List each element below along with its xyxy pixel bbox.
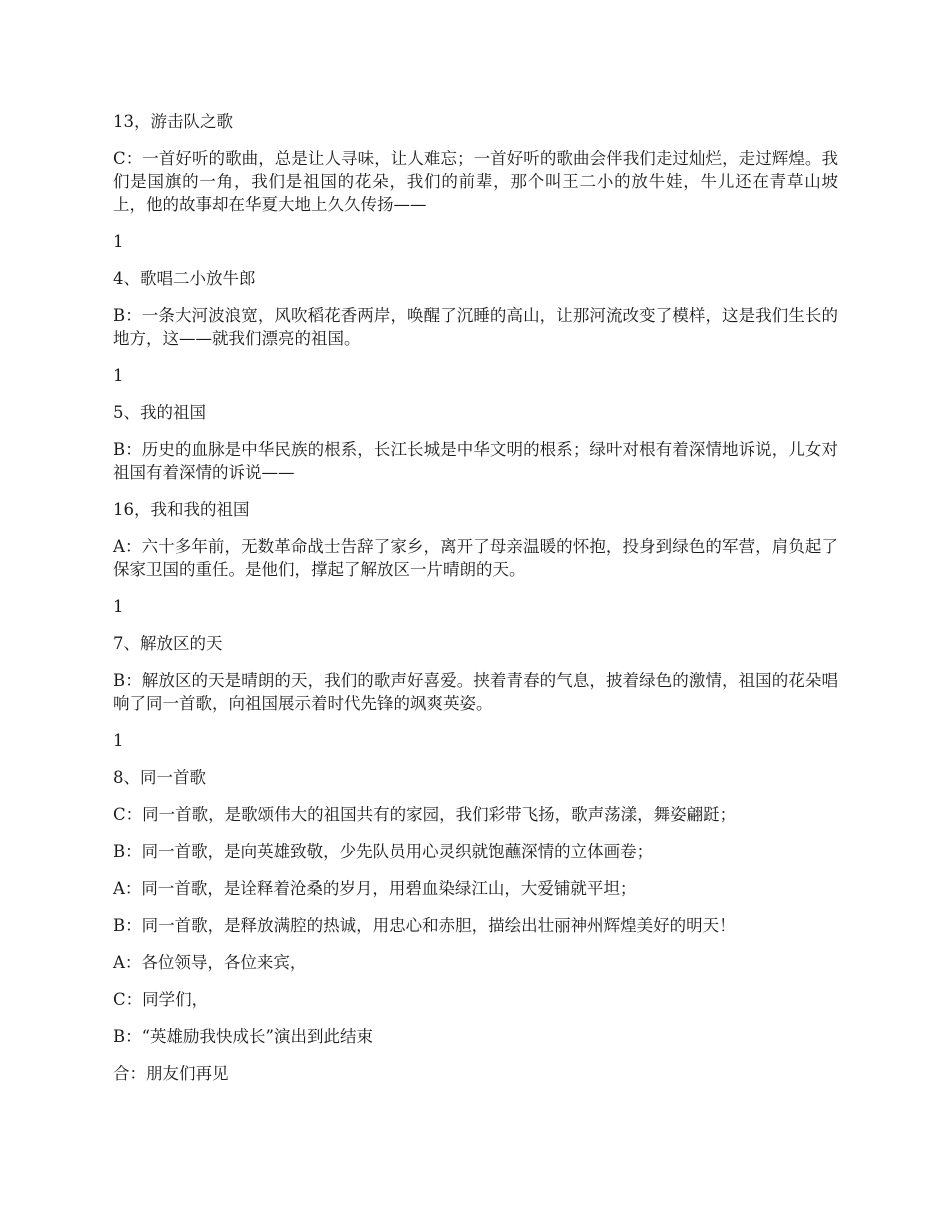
program-item-title: 8、同一首歌 [113, 768, 206, 787]
narration-paragraph: A：六十多年前，无数革命战士告辞了家乡，离开了母亲温暖的怀抱，投身到绿色的军营，肩负起了保家卫国的重任。是他们，撑起了解放区一片晴朗的天。 [113, 537, 838, 579]
program-item-title: 7、解放区的天 [113, 634, 223, 653]
narration-line: A：同一首歌，是诠释着沧桑的岁月，用碧血染绿江山，大爱铺就平坦； [113, 879, 637, 898]
closing-line: C：同学们， [113, 990, 209, 1009]
program-item-title: 4、歌唱二小放牛郎 [113, 269, 256, 288]
narration-line: B：同一首歌，是释放满腔的热诚，用忠心和赤胆，描绘出壮丽神州辉煌美好的明天！ [113, 916, 736, 935]
narration-paragraph: B：解放区的天是晴朗的天，我们的歌声好喜爱。挟着青春的气息，披着绿色的激情，祖国的花朵唱响了同一首歌，向祖国展示着时代先锋的飒爽英姿。 [113, 671, 838, 713]
page-number-fragment: 1 [113, 597, 124, 616]
page-number-fragment: 1 [113, 731, 124, 750]
closing-line: 合：朋友们再见 [113, 1064, 229, 1083]
narration-paragraph: C：一首好听的歌曲，总是让人寻味，让人难忘；一首好听的歌曲会伴我们走过灿烂，走过辉煌。我们是国旗的一角，我们是祖国的花朵，我们的前辈，那个叫王二小的放牛娃，牛儿还在青草山坡上，他的故事却在华夏大地上久久传扬—— [113, 149, 838, 214]
page-number-fragment: 1 [113, 232, 124, 251]
program-item-title: 16，我和我的祖国 [113, 500, 250, 519]
page-number-fragment: 1 [113, 366, 124, 385]
document-body [113, 110, 838, 1099]
narration-paragraph: B：历史的血脉是中华民族的根系，长江长城是中华文明的根系；绿叶对根有着深情地诉说，儿女对祖国有着深情的诉说—— [113, 440, 838, 482]
closing-line: B：“英雄励我快成长”演出到此结束 [113, 1027, 373, 1046]
program-item-title: 13，游击队之歌 [113, 112, 233, 131]
narration-paragraph: B：一条大河波浪宽，风吹稻花香两岸，唤醒了沉睡的高山，让那河流改变了模样，这是我们生长的地方，这——就我们漂亮的祖国。 [113, 306, 838, 348]
narration-line: C：同一首歌，是歌颂伟大的祖国共有的家园，我们彩带飞扬，歌声荡漾，舞姿翩跹； [113, 805, 737, 824]
narration-line: B：同一首歌，是向英雄致敬，少先队员用心灵织就饱蘸深情的立体画卷； [113, 842, 654, 861]
program-item-title: 5、我的祖国 [113, 403, 206, 422]
closing-line: A：各位领导，各位来宾， [113, 953, 307, 972]
